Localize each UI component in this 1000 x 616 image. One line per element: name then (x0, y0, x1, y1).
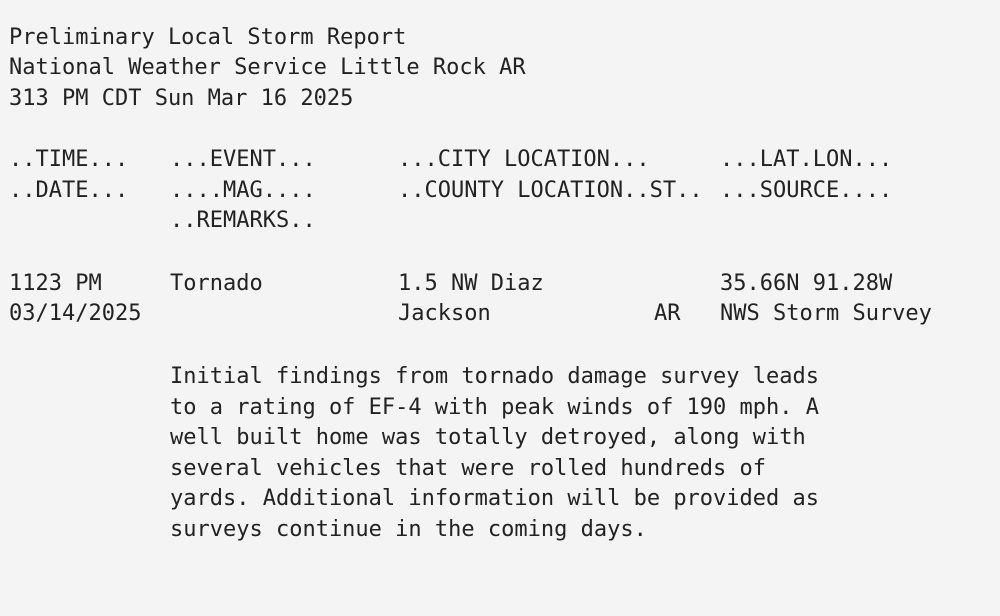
column-header-source: ...SOURCE.... (720, 178, 893, 203)
report-remarks: Initial findings from tornado damage survey leads to a rating of EF-4 with peak winds of 190 mph. A well built home was totally detroyed, along with several vehicles that were rolled hundreds of yards. Additional information will be provided as surveys continue in the coming days. (170, 364, 820, 542)
column-header-date: ..DATE... (9, 178, 129, 203)
issuing-office: National Weather Service Little Rock AR (9, 55, 526, 80)
column-header-time: ..TIME... (9, 147, 129, 172)
report-city: 1.5 NW Diaz (398, 271, 544, 296)
column-header-latlon: ...LAT.LON... (720, 147, 893, 172)
report-latlon: 35.66N 91.28W (720, 271, 893, 296)
column-header-city: ...CITY LOCATION... (398, 147, 650, 172)
column-header-remarks: ..REMARKS.. (170, 208, 316, 233)
report-state: AR (654, 301, 681, 326)
report-event: Tornado (170, 271, 263, 296)
report-source: NWS Storm Survey (720, 301, 932, 326)
column-header-mag: ....MAG.... (170, 178, 316, 203)
column-header-event: ...EVENT... (170, 147, 316, 172)
column-header-county: ..COUNTY LOCATION..ST.. (398, 178, 703, 203)
report-date: 03/14/2025 (9, 301, 142, 326)
report-title: Preliminary Local Storm Report (9, 25, 407, 50)
report-county: Jackson (398, 301, 491, 326)
report-time: 1123 PM (9, 271, 102, 296)
issue-time: 313 PM CDT Sun Mar 16 2025 (9, 86, 354, 111)
